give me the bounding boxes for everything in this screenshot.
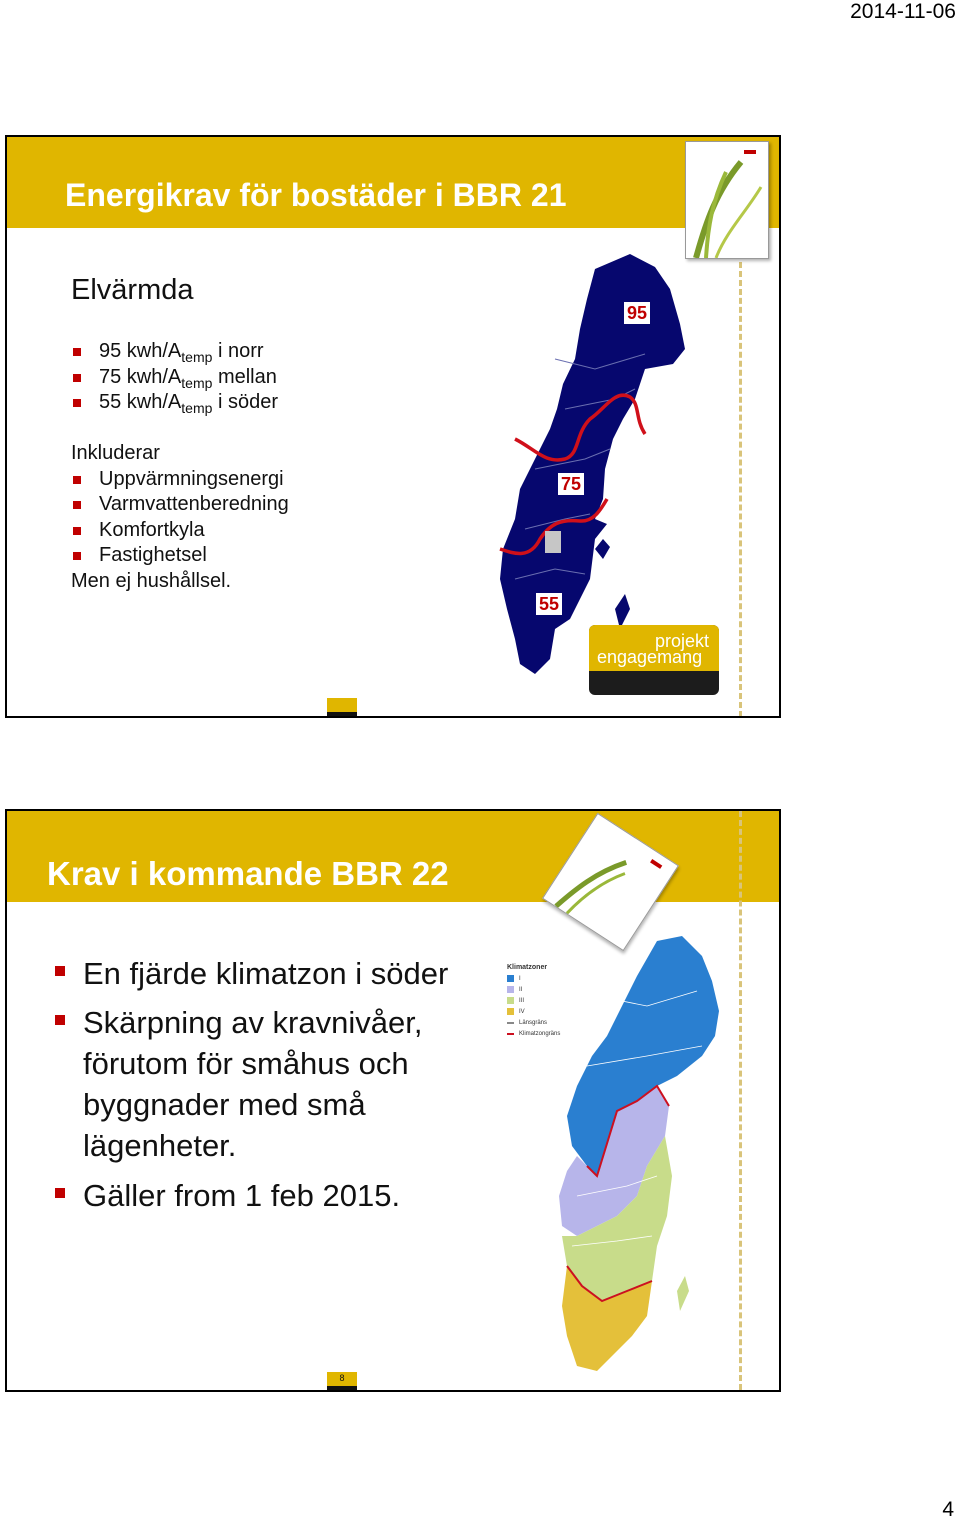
climate-zone-map (537, 936, 737, 1376)
bullet-item: 75 kwh/$A_{temp}$ mellan (73, 365, 277, 396)
zone-label-north: 95 (624, 302, 650, 324)
bbr-cover-image (685, 141, 769, 259)
bullet-item: 55 kwh/$A_{temp}$ i söder (73, 390, 278, 421)
bullet-item: En fjärde klimatzon i söder (55, 953, 448, 994)
includes-item: Fastighetsel (73, 543, 207, 568)
includes-label: Inkluderar (71, 442, 160, 464)
zone-label-middle: 75 (558, 473, 584, 495)
sweden-energy-map (495, 249, 695, 679)
slide-number: 8 (339, 1373, 345, 1383)
includes-item: Varmvattenberedning (73, 492, 289, 517)
bullet-marker (55, 1188, 65, 1198)
bullet-marker (73, 399, 81, 407)
climate-zone-legend: Klimatzoner I II III IV Länsgräns Klimatzongräns (507, 963, 561, 1037)
slide-footer-tab (327, 1372, 357, 1390)
slide-2 (5, 809, 781, 1392)
bullet-marker (73, 348, 81, 356)
page-number: 4 (942, 1498, 954, 1521)
includes-item: Komfortkyla (73, 518, 205, 543)
dashed-divider (739, 262, 742, 717)
bullet-item: Gäller from 1 feb 2015. (55, 1175, 400, 1216)
bullet-marker (55, 1015, 65, 1025)
includes-item: Uppvärmningsenergi (73, 467, 284, 492)
section-heading: Elvärmda (71, 274, 194, 306)
bullet-item: 95 kwh/$A_{temp}$ i norr (73, 339, 264, 370)
projekt-engagemang-logo: projekt engagemang (589, 625, 719, 695)
slide-title: Energikrav för bostäder i BBR 21 (65, 177, 567, 213)
slide-title: Krav i kommande BBR 22 (47, 855, 449, 892)
dashed-divider (739, 811, 742, 1390)
bullet-marker (73, 374, 81, 382)
page-date: 2014-11-06 (850, 0, 956, 23)
zone-label-south: 55 (536, 593, 562, 615)
slide-footer-tab (327, 698, 357, 716)
bullet-item: Skärpning av kravnivåer, förutom för småhus och byggnader med små lägenheter. (55, 1002, 435, 1166)
bullet-marker (55, 966, 65, 976)
exclusion-note: Men ej hushållsel. (71, 570, 232, 592)
slide-1 (5, 135, 781, 718)
